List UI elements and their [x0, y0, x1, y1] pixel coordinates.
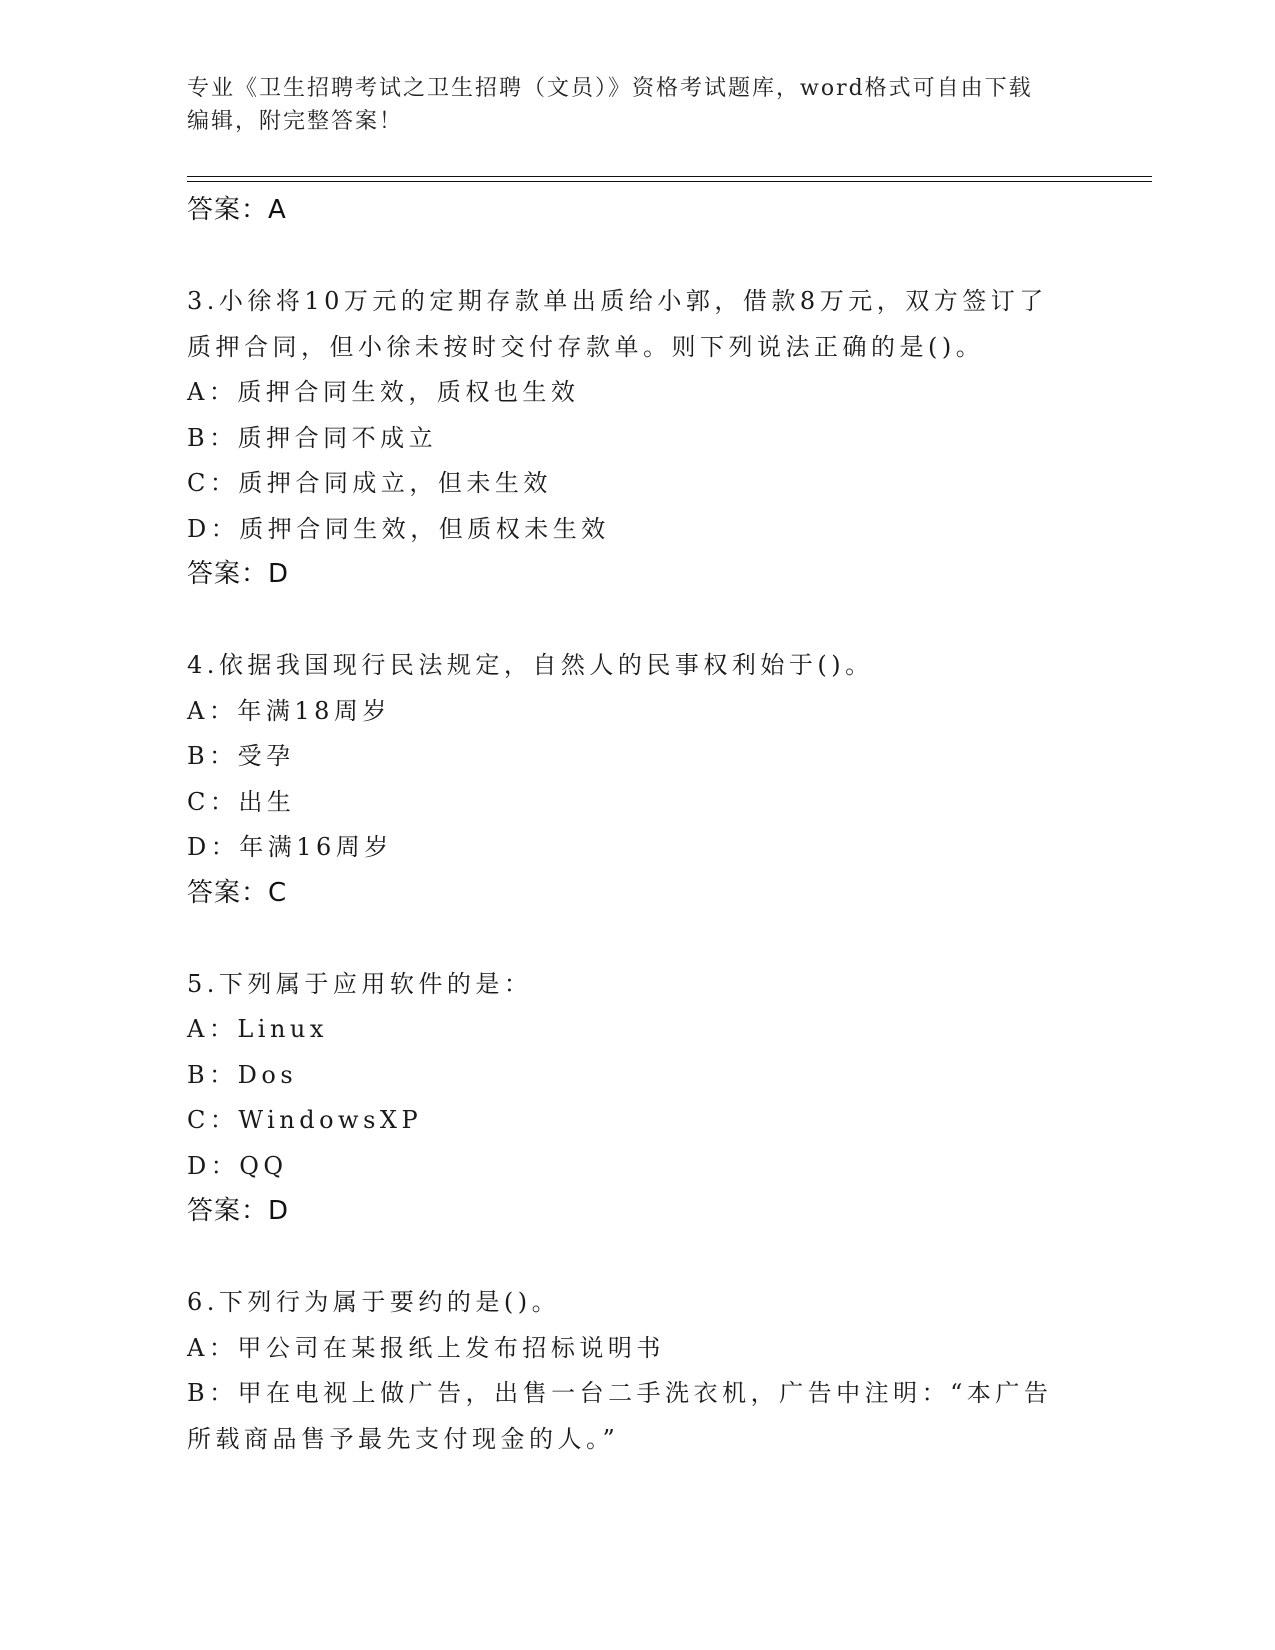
option-c: C：出生 [187, 787, 296, 816]
header-divider [187, 176, 1152, 177]
question-list [187, 188, 1087, 1462]
option-d: D：QQ [187, 1151, 288, 1180]
option-c: C：质押合同成立，但未生效 [187, 469, 552, 497]
option-a: A：Linux [187, 1015, 328, 1043]
question-stem: 4.依据我国现行民法规定，自然人的民事权利始于()。 [187, 651, 874, 679]
option-c: C：WindowsXP [187, 1106, 423, 1134]
option-a: A：年满18周岁 [187, 696, 391, 725]
question-block [187, 643, 1087, 916]
header-divider [187, 181, 1152, 182]
document-header [187, 72, 1067, 138]
option-b: B：甲在电视上做广告，出售一台二手洗衣机，广告中注明：“本广告 [187, 1379, 1053, 1407]
question-block [187, 1280, 1087, 1462]
option-a: A：甲公司在某报纸上发布招标说明书 [187, 1333, 665, 1362]
answer-line: 答案：D [187, 1196, 290, 1226]
question-stem: 3.小徐将10万元的定期存款单出质给小郭，借款8万元，双方签订了 [187, 287, 1048, 315]
option-b: B：受孕 [187, 742, 295, 770]
option-b: B：质押合同不成立 [187, 423, 438, 452]
option-a: A：质押合同生效，质权也生效 [187, 378, 580, 406]
header-line: 编辑，附完整答案！ [187, 109, 404, 134]
option-d: D：质押合同生效，但质权未生效 [187, 514, 610, 543]
question-stem: 6.下列行为属于要约的是()。 [187, 1288, 561, 1316]
option-b: B：Dos [187, 1060, 298, 1089]
spacer [187, 1235, 1087, 1281]
spacer [187, 598, 1087, 644]
spacer [187, 916, 1087, 962]
answer-line: 答案：D [187, 559, 290, 589]
answer-line: 答案：C [187, 877, 288, 908]
header-line: 专业《卫生招聘考试之卫生招聘（文员）》资格考试题库，word格式可自由下载 [187, 76, 1033, 101]
spacer [187, 234, 1087, 280]
question-stem: 5.下列属于应用软件的是： [187, 969, 533, 998]
answer-line: 答案：A [187, 195, 287, 225]
question-block [187, 279, 1087, 598]
question-block [187, 962, 1087, 1235]
question-stem: 质押合同，但小徐未按时交付存款单。则下列说法正确的是()。 [187, 332, 985, 361]
option-b-continued: 所载商品售予最先支付现金的人。” [187, 1424, 620, 1453]
option-d: D：年满16周岁 [187, 833, 393, 861]
